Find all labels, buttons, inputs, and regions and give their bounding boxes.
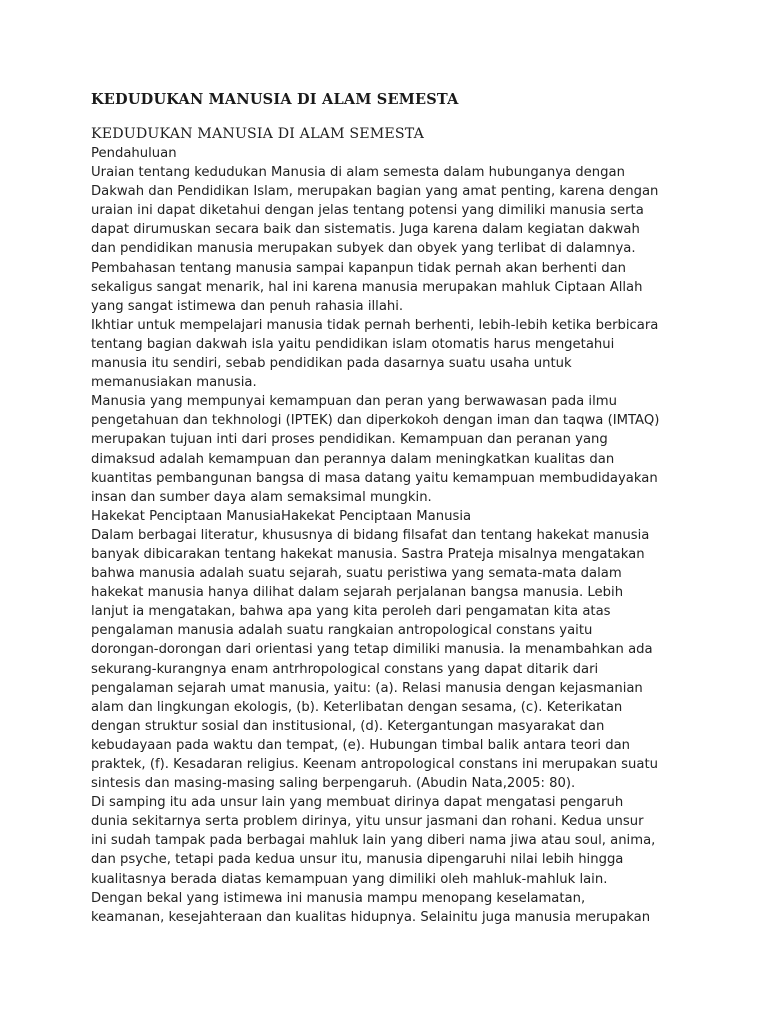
- text-line: Dalam berbagai literatur, khususnya di bidang filsafat dan tentang hakekat manusia: [91, 527, 650, 543]
- text-line: dorongan-dorongan dari orientasi yang tetap dimiliki manusia. Ia menambahkan ada: [91, 642, 653, 658]
- text-line: keamanan, kesejahteraan dan kualitas hidupnya. Selainitu juga manusia merupakan: [91, 909, 651, 925]
- text-line: kualitasnya berada diatas kemampuan yang dimiliki oleh mahluk-mahluk lain.: [91, 871, 608, 887]
- text-line: hakekat manusia hanya dilihat dalam sejarah perjalanan bangsa manusia. Lebih: [91, 585, 624, 601]
- text-line: pengalaman manusia adalah suatu rangkaian antropological constans yaitu: [91, 623, 593, 639]
- text-line: sintesis dan masing-masing saling berpengaruh. (Abudin Nata,2005: 80).: [91, 776, 576, 792]
- text-line: pengalaman sejarah umat manusia, yaitu: (a). Relasi manusia dengan kejasmanian: [91, 680, 643, 696]
- text-line: manusia itu sendiri, sebab pendidikan pada dasarnya suatu usaha untuk: [91, 356, 572, 372]
- document-lines: [91, 144, 691, 927]
- text-line: dimaksud adalah kemampuan dan perannya dalam meningkatkan kualitas dan: [91, 451, 615, 467]
- text-line: praktek, (f). Kesadaran religius. Keenam antropological constans ini merupakan suatu: [91, 757, 658, 772]
- text-line: yang sangat istimewa dan penuh rahasia illahi.: [91, 298, 404, 314]
- text-line: Manusia yang mempunyai kemampuan dan peran yang berwawasan pada ilmu: [91, 394, 617, 410]
- text-line: kebudayaan pada waktu dan tempat, (e). Hubungan timbal balik antara teori dan: [91, 737, 631, 753]
- text-line: pengetahuan dan tekhnologi (IPTEK) dan diperkokoh dengan iman dan taqwa (IMTAQ): [91, 413, 660, 429]
- text-line: merupakan tujuan inti dari proses pendidikan. Kemampuan dan peranan yang: [91, 432, 608, 448]
- text-line: Dakwah dan Pendidikan Islam, merupakan bagian yang amat penting, karena dengan: [91, 184, 659, 200]
- document-title: KEDUDUKAN MANUSIA DI ALAM SEMESTA: [91, 91, 459, 108]
- text-line: Ikhtiar untuk mempelajari manusia tidak pernah berhenti, lebih-lebih ketika berbicara: [91, 317, 659, 333]
- text-line: Dengan bekal yang istimewa ini manusia mampu menopang keselamatan,: [91, 890, 586, 906]
- text-line: kuantitas pembangunan bangsa di masa datang yaitu kemampuan membudidayakan: [91, 470, 658, 486]
- text-line: uraian ini dapat diketahui dengan jelas tentang potensi yang dimiliki manusia serta: [91, 203, 644, 219]
- text-line: Hakekat Penciptaan ManusiaHakekat Penciptaan Manusia: [91, 508, 472, 524]
- document-subtitle: KEDUDUKAN MANUSIA DI ALAM SEMESTA: [91, 126, 425, 142]
- text-line: alam dan lingkungan ekologis, (b). Keterlibatan dengan sesama, (c). Keterikatan: [91, 699, 623, 715]
- text-line: dan pendidikan manusia merupakan subyek dan obyek yang terlibat di dalamnya.: [91, 241, 636, 257]
- text-line: tentang bagian dakwah isla yaitu pendidikan islam otomatis harus mengetahui: [91, 336, 615, 352]
- text-line: dengan struktur sosial dan institusional, (d). Ketergantungan masyarakat dan: [91, 718, 605, 734]
- text-line: sekaligus sangat menarik, hal ini karena manusia merupakan mahluk Ciptaan Allah: [91, 279, 643, 295]
- text-line: lanjut ia mengatakan, bahwa apa yang kita peroleh dari pengamatan kita atas: [91, 604, 611, 620]
- text-line: bahwa manusia adalah suatu sejarah, suatu peristiwa yang semata-mata dalam: [91, 566, 622, 582]
- text-line: sekurang-kurangnya enam antrhropological constans yang dapat ditarik dari: [91, 661, 599, 677]
- text-line: memanusiakan manusia.: [91, 375, 257, 391]
- text-line: banyak dibicarakan tentang hakekat manusia. Sastra Prateja misalnya mengatakan: [91, 546, 645, 562]
- text-line: insan dan sumber daya alam semaksimal mungkin.: [91, 489, 432, 505]
- text-line: dunia sekitarnya serta problem dirinya, yitu unsur jasmani dan rohani. Kedua unsur: [91, 814, 644, 830]
- text-line: dapat dirumuskan secara baik dan sistematis. Juga karena dalam kegiatan dakwah: [91, 222, 640, 238]
- text-line: Pembahasan tentang manusia sampai kapanpun tidak pernah akan berhenti dan: [91, 260, 627, 276]
- text-line: dan psyche, tetapi pada kedua unsur itu, manusia dipengaruhi nilai lebih hingga: [91, 852, 624, 868]
- text-line: ini sudah tampak pada berbagai mahluk lain yang diberi nama jiwa atau soul, anima,: [91, 833, 656, 849]
- text-line: Di samping itu ada unsur lain yang membuat dirinya dapat mengatasi pengaruh: [91, 795, 624, 811]
- section-heading-pendahuluan: Pendahuluan: [91, 146, 177, 161]
- text-line: Uraian tentang kedudukan Manusia di alam semesta dalam hubunganya dengan: [91, 165, 625, 181]
- document-body: [91, 125, 691, 927]
